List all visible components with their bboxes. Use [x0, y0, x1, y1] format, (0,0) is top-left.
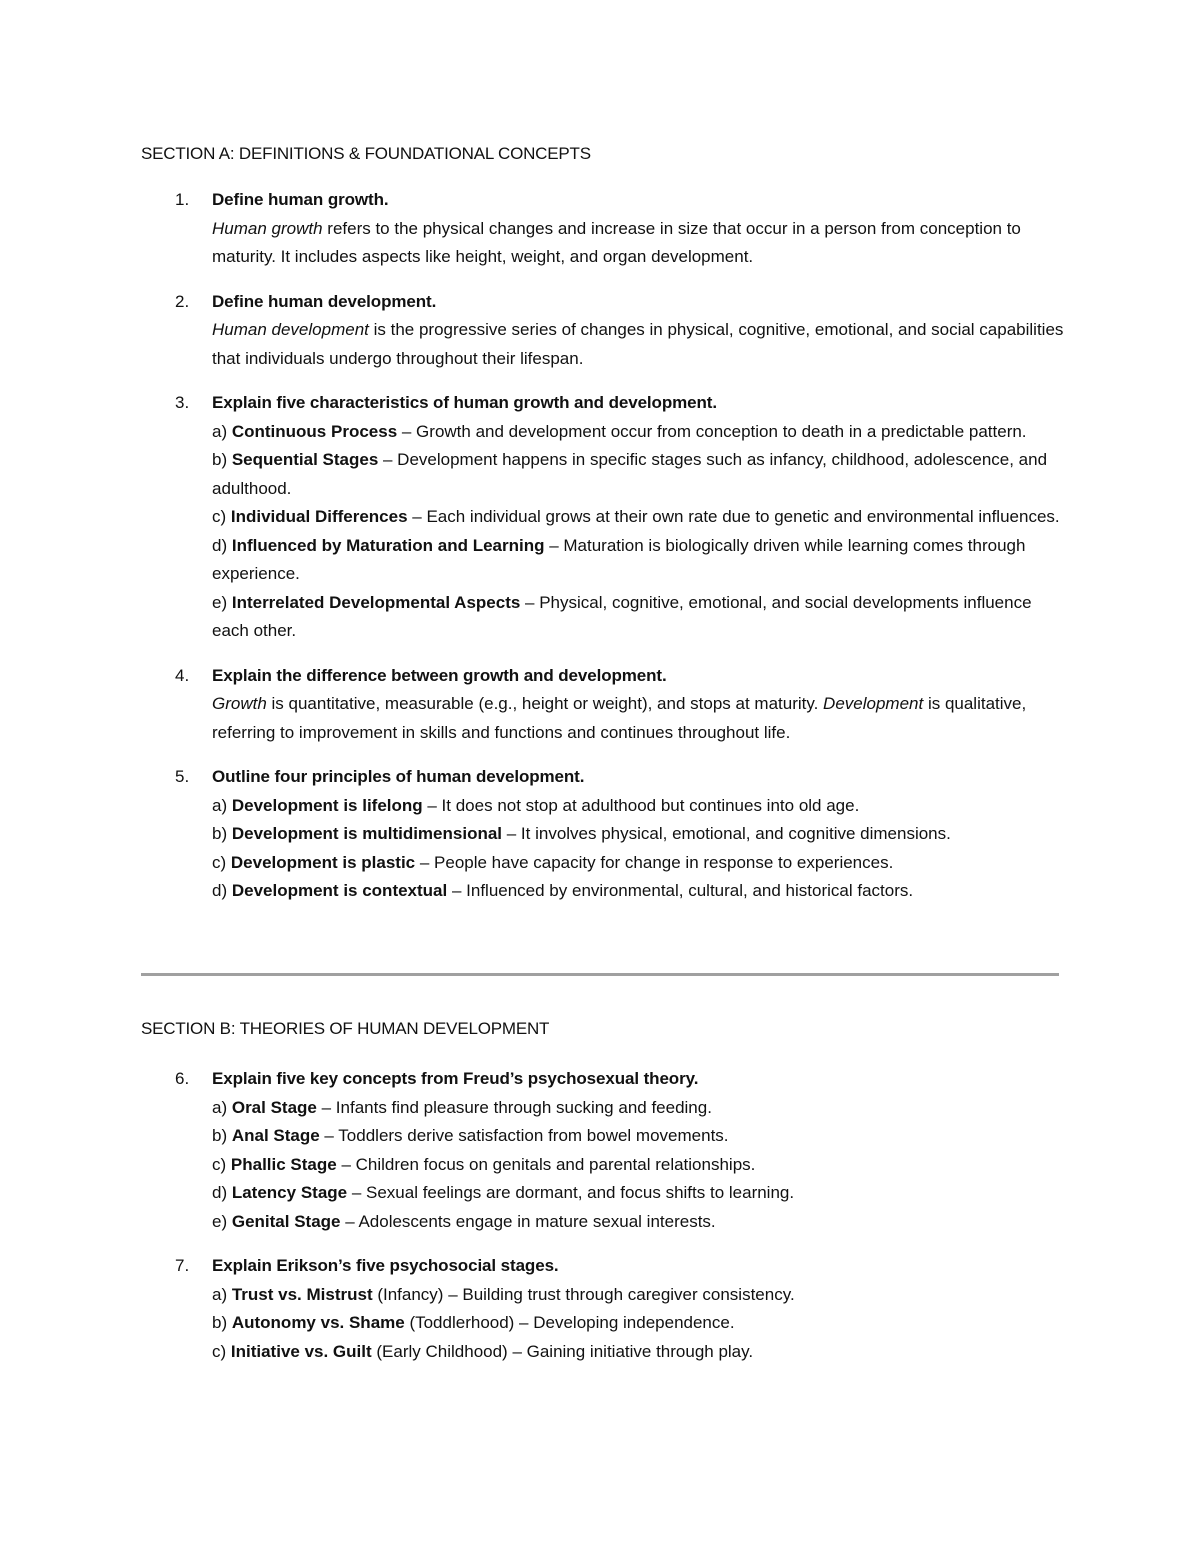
- answer-term: Human development: [212, 320, 369, 339]
- answer-term: Development: [823, 694, 924, 713]
- item-term: Continuous Process: [231, 421, 398, 441]
- item-term: Interrelated Developmental Aspects: [231, 592, 521, 612]
- answer-item: [212, 1179, 1071, 1208]
- answer-body: refers to the physical changes and increase in size that occur in a person from conception to maturity. It includes aspects like height, weight, and organ development.: [212, 218, 1021, 266]
- question-number: 1.: [175, 190, 190, 209]
- item-text: – Adolescents engage in mature sexual interests.: [340, 1211, 716, 1231]
- item-term: Sequential Stages: [231, 450, 379, 469]
- answer-item: [212, 532, 1071, 589]
- answer-item: [212, 1122, 1071, 1151]
- horizontal-divider: [141, 973, 1059, 976]
- answer-body: is qualitative, referring to improvement in skills and functions and continues throughout life.: [212, 694, 1027, 742]
- question-number: 5.: [175, 767, 190, 786]
- item-text: – People have capacity for change in response to experiences.: [415, 852, 894, 872]
- question-5: [141, 763, 1071, 906]
- question-6: [141, 1065, 1071, 1236]
- item-text: – Maturation is biologically driven while learning comes through experience.: [212, 535, 1026, 583]
- item-term: Genital Stage: [231, 1211, 341, 1231]
- item-prefix: a): [212, 421, 232, 441]
- answer-text: [212, 690, 1071, 747]
- question-7: [141, 1252, 1071, 1366]
- item-text: – It does not stop at adulthood but continues into old age.: [422, 795, 860, 815]
- answer-item: [212, 820, 1071, 849]
- answer-item: [212, 589, 1071, 646]
- item-text: – Growth and development occur from conception to death in a predictable pattern.: [397, 421, 1027, 441]
- item-term: Initiative vs. Guilt: [230, 1341, 372, 1361]
- answer-item: [212, 418, 1071, 447]
- item-prefix: c): [212, 507, 231, 526]
- item-text: – Physical, cognitive, emotional, and social developments influence each other.: [212, 592, 1032, 640]
- item-term: Trust vs. Mistrust: [231, 1284, 373, 1304]
- answer-item: [212, 1338, 1071, 1367]
- question-title: Explain five characteristics of human growth and development.: [212, 393, 717, 412]
- item-text: – Toddlers derive satisfaction from bowel movements.: [319, 1126, 729, 1145]
- item-text: – Infants find pleasure through sucking and feeding.: [316, 1097, 712, 1117]
- item-prefix: d): [212, 1183, 232, 1202]
- question-number: 7.: [175, 1256, 190, 1275]
- item-term: Development is lifelong: [231, 795, 423, 815]
- question-1: [141, 186, 1071, 272]
- answer-item: [212, 503, 1071, 532]
- section-a-question-list: [141, 186, 1071, 922]
- answer-item: [212, 877, 1071, 906]
- item-term: Latency Stage: [231, 1183, 348, 1202]
- section-b-heading: SECTION B: THEORIES OF HUMAN DEVELOPMENT: [141, 1019, 550, 1038]
- question-title: Outline four principles of human development.: [212, 767, 585, 786]
- answer-item: [212, 1309, 1071, 1338]
- item-prefix: c): [212, 852, 231, 872]
- question-title: Explain Erikson’s five psychosocial stages.: [212, 1256, 559, 1275]
- item-prefix: c): [212, 1341, 231, 1361]
- answer-item: [212, 1208, 1071, 1237]
- answer-item: [212, 446, 1071, 503]
- answer-item: [212, 1281, 1071, 1310]
- question-number: 4.: [175, 665, 190, 685]
- answer-text: [212, 316, 1071, 373]
- item-prefix: b): [212, 450, 232, 469]
- item-text: (Toddlerhood) – Developing independence.: [404, 1313, 735, 1332]
- answer-term: Growth: [212, 694, 267, 713]
- question-number: 6.: [175, 1069, 190, 1088]
- item-term: Individual Differences: [230, 507, 408, 526]
- section-b-question-list: [141, 1065, 1071, 1382]
- item-text: (Infancy) – Building trust through caregiver consistency.: [372, 1284, 795, 1304]
- item-text: (Early Childhood) – Gaining initiative through play.: [371, 1341, 754, 1361]
- item-prefix: d): [212, 535, 232, 555]
- item-text: – Influenced by environmental, cultural, and historical factors.: [447, 881, 914, 900]
- item-prefix: b): [212, 824, 232, 843]
- item-prefix: a): [212, 1284, 232, 1304]
- answer-term: Human growth: [212, 218, 323, 238]
- item-term: Development is contextual: [231, 881, 448, 900]
- item-term: Oral Stage: [231, 1097, 317, 1117]
- item-prefix: c): [212, 1154, 231, 1174]
- answer-body: is the progressive series of changes in physical, cognitive, emotional, and social capabilities that individuals undergo throughout their lifespan.: [212, 320, 1064, 368]
- question-title: Define human development.: [212, 291, 437, 311]
- item-prefix: b): [212, 1313, 232, 1332]
- item-prefix: e): [212, 1211, 232, 1231]
- item-text: – Development happens in specific stages such as infancy, childhood, adolescence, and adulthood.: [212, 450, 1048, 498]
- item-text: – Children focus on genitals and parental relationships.: [336, 1154, 756, 1174]
- question-title: Explain five key concepts from Freud’s psychosexual theory.: [212, 1069, 699, 1088]
- answer-item: [212, 849, 1071, 878]
- section-a-heading: SECTION A: DEFINITIONS & FOUNDATIONAL CONCEPTS: [141, 144, 591, 163]
- question-title: Explain the difference between growth and development.: [212, 665, 667, 685]
- question-title: Define human growth.: [212, 190, 389, 209]
- item-prefix: a): [212, 795, 232, 815]
- answer-item: [212, 1151, 1071, 1180]
- item-text: – Sexual feelings are dormant, and focus shifts to learning.: [347, 1183, 795, 1202]
- item-term: Autonomy vs. Shame: [231, 1313, 405, 1332]
- question-number: 2.: [175, 291, 190, 311]
- item-prefix: b): [212, 1126, 232, 1145]
- answer-item: [212, 1094, 1071, 1123]
- question-2: [141, 288, 1071, 374]
- item-prefix: a): [212, 1097, 232, 1117]
- item-term: Influenced by Maturation and Learning: [231, 535, 545, 555]
- item-term: Anal Stage: [231, 1126, 320, 1145]
- item-text: – Each individual grows at their own rate due to genetic and environmental influences.: [407, 507, 1060, 526]
- item-prefix: e): [212, 592, 232, 612]
- question-4: [141, 662, 1071, 748]
- answer-item: [212, 792, 1071, 821]
- item-term: Phallic Stage: [230, 1154, 337, 1174]
- answer-body: is quantitative, measurable (e.g., height or weight), and stops at maturity.: [266, 694, 824, 713]
- answer-text: [212, 215, 1071, 272]
- item-prefix: d): [212, 881, 232, 900]
- item-term: Development is multidimensional: [231, 824, 503, 843]
- question-number: 3.: [175, 393, 190, 412]
- item-text: – It involves physical, emotional, and cognitive dimensions.: [502, 824, 951, 843]
- question-3: [141, 389, 1071, 646]
- item-term: Development is plastic: [230, 852, 416, 872]
